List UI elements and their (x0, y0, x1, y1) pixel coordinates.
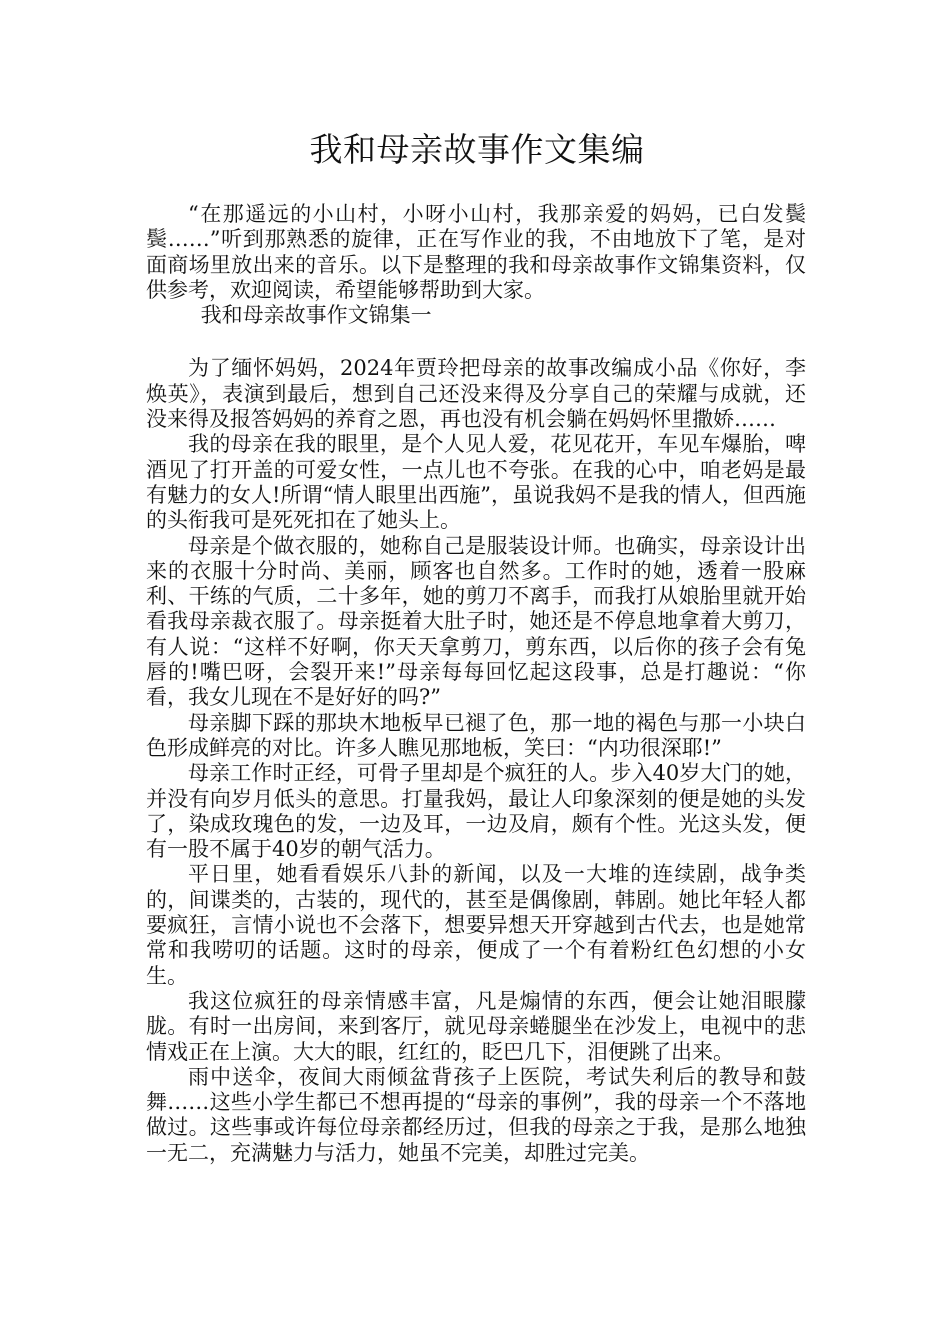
body-paragraph: 我的母亲在我的眼里，是个人见人爱，花见花开，车见车爆胎，啤酒见了打开盖的可爱女性，一点儿也不夸张。在我的心中，咱老妈是最有魅力的女人!所谓“情人眼里出西施”，虽说我妈不是我的情人，但西施的头衔我可是死死扣在了她头上。 (146, 432, 806, 533)
intro-paragraph: “在那遥远的小山村，小呀小山村，我那亲爱的妈妈，已白发鬓鬓……”听到那熟悉的旋律，正在写作业的我，不由地放下了笔，是对面商场里放出来的音乐。以下是整理的我和母亲故事作文锦集资料，仅供参考，欢迎阅读，希望能够帮助到大家。 (146, 202, 806, 302)
body-paragraph: 雨中送伞，夜间大雨倾盆背孩子上医院，考试失利后的教导和鼓舞……这些小学生都已不想再提的“母亲的事例”，我的母亲一个不落地做过。这些事或许每位母亲都经历过，但我的母亲之于我，是那么地独一无二，充满魅力与活力，她虽不完美，却胜过完美。 (146, 1064, 806, 1165)
body-paragraph: 平日里，她看看娱乐八卦的新闻，以及一大堆的连续剧，战争类的，间谍类的，古装的，现代的，甚至是偶像剧，韩剧。她比年轻人都要疯狂，言情小说也不会落下，想要异想天开穿越到古代去，也是她常常和我唠叨的话题。这时的母亲，便成了一个有着粉红色幻想的小女生。 (146, 862, 806, 988)
blank-line (146, 328, 806, 356)
document-title: 我和母亲故事作文集编 (309, 130, 645, 169)
body-paragraph: 为了缅怀妈妈，2024年贾玲把母亲的故事改编成小品《你好，李焕英》，表演到最后，想到自己还没来得及分享自己的荣耀与成就，还没来得及报答妈妈的养育之恩，再也没有机会躺在妈妈怀里撒娇…… (146, 356, 806, 432)
document-body (146, 202, 806, 1166)
body-paragraph: 母亲工作时正经，可骨子里却是个疯狂的人。步入40岁大门的她，并没有向岁月低头的意思。打量我妈，最让人印象深刻的便是她的头发了，染成玫瑰色的发，一边及耳，一边及肩，颇有个性。光这头发，便有一股不属于40岁的朝气活力。 (146, 761, 806, 862)
body-paragraph: 我这位疯狂的母亲情感丰富，凡是煽情的东西，便会让她泪眼朦胧。有时一出房间，来到客厅，就见母亲蜷腿坐在沙发上，电视中的悲情戏正在上演。大大的眼，红红的，眨巴几下，泪便跳了出来。 (146, 988, 806, 1064)
section-heading: 我和母亲故事作文锦集一 (200, 303, 432, 328)
body-paragraph: 母亲脚下踩的那块木地板早已褪了色，那一地的褐色与那一小块白色形成鲜亮的对比。许多人瞧见那地板，笑曰：“内功很深耶!” (146, 710, 806, 760)
body-paragraph: 母亲是个做衣服的，她称自己是服装设计师。也确实，母亲设计出来的衣服十分时尚、美丽，顾客也自然多。工作时的她，透着一股麻利、干练的气质，二十多年，她的剪刀不离手，而我打从娘胎里就开始看我母亲裁衣服了。母亲挺着大肚子时，她还是不停息地拿着大剪刀，有人说：“这样不好啊，你天天拿剪刀，剪东西，以后你的孩子会有兔唇的!嘴巴呀，会裂开来!”母亲每每回忆起这段事，总是打趣说：“你看，我女儿现在不是好好的吗?” (146, 533, 806, 710)
